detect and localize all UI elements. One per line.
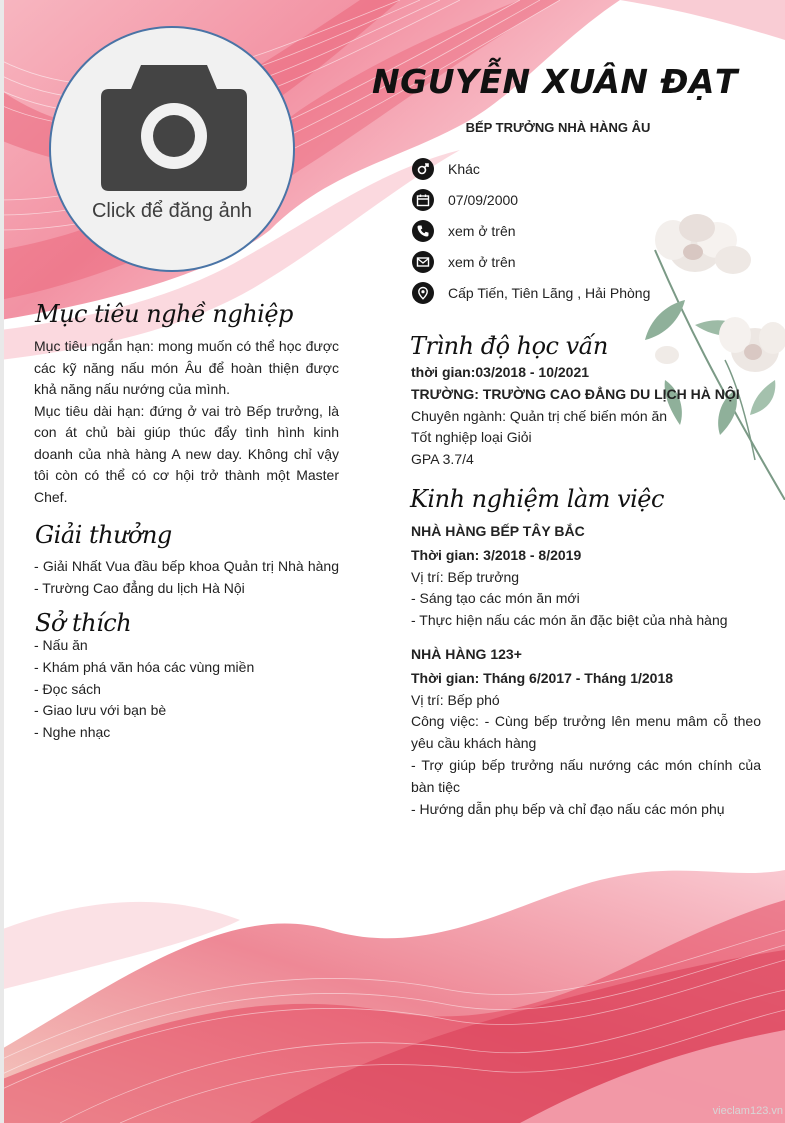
contact-text: Khác <box>448 161 480 177</box>
awards-heading: Giải thưởng <box>35 521 172 549</box>
contact-phone <box>412 220 516 242</box>
location-icon <box>412 282 434 304</box>
job-title: BẾP TRƯỞNG NHÀ HÀNG ÂU <box>465 120 651 135</box>
job-company: NHÀ HÀNG BẾP TÂY BẮC <box>411 523 585 539</box>
photo-upload[interactable] <box>49 26 295 272</box>
experience-heading: Kinh nghiệm làm việc <box>410 485 664 513</box>
job-duty: Công việc: - Cùng bếp trưởng lên menu mâm cỗ theo yêu cầu khách hàng <box>411 713 761 752</box>
objective-short-term: Mục tiêu ngắn hạn: mong muốn có thể học được các kỹ năng nấu món Âu để hoàn thiện được khả năng nấu nướng của mình. <box>34 338 339 397</box>
education-major: Chuyên ngành: Quản trị chế biến món ăn <box>411 407 668 424</box>
phone-icon <box>412 220 434 242</box>
list-item: - Giao lưu với bạn bè <box>34 702 167 719</box>
contact-gender <box>412 158 480 180</box>
contact-address <box>412 282 650 304</box>
contact-birthday <box>412 189 518 211</box>
job-position: Vị trí: Bếp phó <box>411 691 500 708</box>
candidate-name: NGUYỄN XUÂN ĐẠT <box>372 62 738 101</box>
gender-icon <box>412 158 434 180</box>
job-duty: - Trợ giúp bếp trưởng nấu nướng các món chính của bàn tiệc <box>411 756 761 795</box>
objective-text <box>34 336 339 508</box>
education-gpa: GPA 3.7/4 <box>411 451 474 468</box>
education-school: TRƯỜNG: TRƯỜNG CAO ĐẲNG DU LỊCH HÀ NỘI <box>411 385 740 402</box>
job-duty: - Sáng tạo các món ăn mới <box>411 590 580 607</box>
list-item: - Nấu ăn <box>34 637 88 653</box>
watermark: vieclam123.vn <box>712 1105 783 1117</box>
awards-text: - Giải Nhất Vua đầu bếp khoa Quản trị Nhà hàng - Trường Cao đẳng du lịch Hà Nội <box>34 558 339 596</box>
hobbies-heading: Sở thích <box>35 609 132 637</box>
experience-job-2 <box>411 644 761 820</box>
objective-long-term: Mục tiêu dài hạn: đứng ở vai trò Bếp trưởng, là con át chủ bài giúp thúc đẩy tình hình kinh doanh của nhà hàng A new day. Không chỉ vậy tôi còn có thể có cơ hội trở thành một Master Chef. <box>34 402 339 505</box>
job-time: Thời gian: 3/2018 - 8/2019 <box>411 546 582 563</box>
contact-text: xem ở trên <box>448 223 516 239</box>
job-duty: - Thực hiện nấu các món ăn đặc biệt của nhà hàng <box>411 612 728 629</box>
experience-job-1 <box>411 521 761 632</box>
hobbies-list <box>34 635 254 744</box>
contact-text: Cấp Tiến, Tiên Lãng , Hải Phòng <box>448 285 651 301</box>
job-position: Vị trí: Bếp trưởng <box>411 568 520 585</box>
education-details <box>411 362 740 471</box>
education-grade: Tốt nghiệp loại Giỏi <box>411 429 532 446</box>
list-item: - Khám phá văn hóa các vùng miền <box>34 658 255 675</box>
camera-icon <box>101 63 247 193</box>
list-item: - Nghe nhạc <box>34 724 111 741</box>
calendar-icon <box>412 189 434 211</box>
contact-text: xem ở trên <box>448 254 516 270</box>
job-time: Thời gian: Tháng 6/2017 - Tháng 1/2018 <box>411 669 674 686</box>
mail-icon <box>412 251 434 273</box>
education-heading: Trình độ học vấn <box>410 332 608 360</box>
contact-email <box>412 251 516 273</box>
job-company: NHÀ HÀNG 123+ <box>411 646 522 662</box>
photo-upload-label: Click để đăng ảnh <box>91 200 253 222</box>
contact-text: 07/09/2000 <box>448 192 519 208</box>
page-left-edge <box>0 0 4 1123</box>
objective-heading: Mục tiêu nghề nghiệp <box>35 300 293 328</box>
job-duty: - Hướng dẫn phụ bếp và chỉ đạo nấu các món phụ <box>411 800 725 817</box>
education-time: thời gian:03/2018 - 10/2021 <box>411 364 590 380</box>
list-item: - Đọc sách <box>34 680 101 697</box>
